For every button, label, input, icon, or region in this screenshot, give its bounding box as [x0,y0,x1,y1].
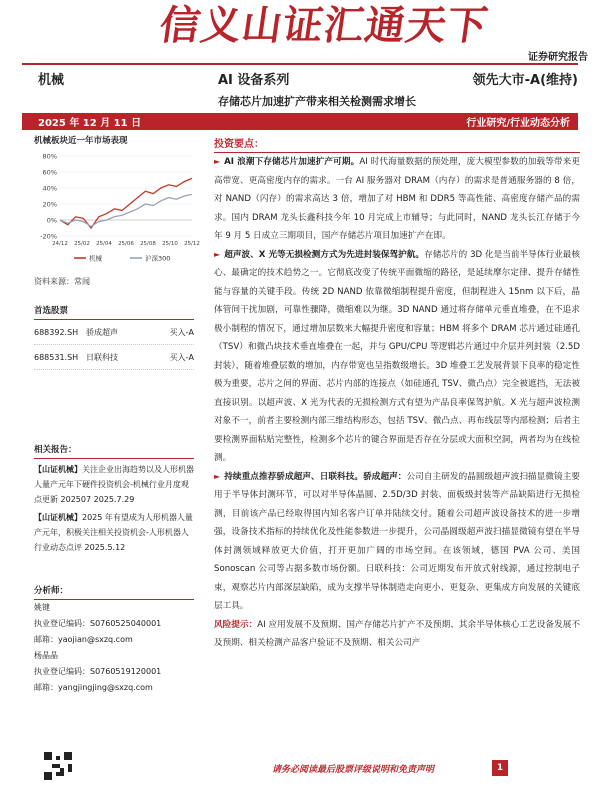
header-divider [22,63,578,65]
footer [22,756,578,780]
key-points-header: 投资要点： [214,134,580,153]
related-reports [30,440,198,555]
risk-label: 风险提示： [214,619,258,630]
analyst-name: 杨晶晶 [34,651,58,660]
key-point-text: 公司自主研发的晶圆级超声波扫描显微镜主要用于半导体封测环节，可以对半导体晶圆、2.5D/3D 封装、面板级封装等产品缺陷进行无损检测，目前该产品已经取得国内知名客户订单并陆续交付。随着公司超声波设备技术的进一步增强，设备技术指标的持续优化及性能参数进一步提升，公司晶圆级超声波扫描显微镜有望在半导体封测领域释放更大价值，打开更加广阔的市场空间。在该领域，德国 PVA 公司、美国 Sonoscan 公司等占据多数市场份额。日联科技：公司近期发布开放式射线源，通过控制电子束，观察芯片内部深层缺陷，成为支撑半导体制造走向更小、更复杂、更集成方向发展的关键底层工具。 [214,471,580,611]
x-tick-label: 25/02 [74,241,90,247]
report-tag: 【山证机械】 [34,465,82,474]
x-tick-label: 25/12 [184,241,200,247]
analyst-name: 姚键 [34,603,50,612]
disclaimer[interactable]: 请务必阅读最后股票评级说明和免责声明 [272,765,435,775]
risk-warning [214,616,580,653]
key-point-text: AI 时代海量数据的预处理，庞大模型参数的加载等带来更高带宽、更高密度内存的需求。一台 AI 服务器对 DRAM（内存）的需求是普通服务器的 8 倍，对 NAND（闪存）的需求高达 3 倍，增加了对 HBM 和 DDR5 等高性能、高密度存储产品的需求。国内 DRAM 龙头长鑫科技今年 10 月完成上市辅导；与此同时，NAND 龙头长江存储于今年 9 月 5 日成立三期项目，国产存储芯片项目加速扩产在即。 [214,157,580,241]
x-tick-label: 25/06 [118,241,134,247]
stocks-section [30,301,198,370]
key-point-text: 存储芯片的 3D 化是当前半导体行业最核心、最确定的技术趋势之一。它彻底改变了传统平面微缩的路径，是延续摩尔定律、提升存储性能与容量的关键手段。传统 2D NAND 依靠微缩制程提升密度，但制程进入 15nm 以下后，晶体管间干扰加剧，可靠性骤降，微缩难以为继。3D NAND 通过将存储单元垂直堆叠，在不追求极小制程的情况下，通过增加层数来大幅提升密度和容量；HBM 将多个 DRAM 芯片通过硅通孔（TSV）和微凸块技术垂直堆叠在一起，并与 GPU/CPU 等逻辑芯片通过中介层并列封装（2.5D 封装），随着堆叠层数的增加，内存带宽也呈指数级增长。3D 堆叠工艺发展背景下良率的稳定性极为重要，芯片之间的界面、芯片内部的连接点（如硅通孔 TSV、微凸点）完全被遮挡，无法被直接识别。以超声波、X 光为代表的无损检测方式有望为产品良率保驾护航。X 光与超声波检测对象不一，前者主要检测内部三维结构形态，包括 TSV、微凸点、再布线层等内部检测；后者主要检测界面粘贴完整性，检测多个芯片的键合界面是否存在分层或大面积空洞，两者均为在线检测。 [214,249,580,463]
key-point-lead: 持续重点推荐骄成超声、日联科技。骄成超声： [224,471,407,482]
y-tick-label: 60% [42,168,57,177]
left-sidebar [30,134,198,696]
stock-rating: 买入-A [169,352,194,362]
key-point [214,153,580,246]
key-point [214,468,580,616]
report-text: 关注企业出海趋势以及人形机器人量产元年下硬件投资机会-机械行业月度观点更新 202507 2025.7.29 [34,465,194,504]
related-report-item[interactable] [34,510,194,555]
chart-source: 资料来源：常闻 [34,277,90,286]
chart-title: 机械板块近一年市场表现 [34,136,128,146]
analyst-email[interactable]: 邮箱：yaojian@sxzq.com [34,635,133,644]
stock-code: 688392.SH [34,327,79,337]
stocks-header: 首选股票 [34,301,194,320]
analyst-header: 分析师： [34,581,194,600]
key-point-lead: AI 浪潮下存储芯片加速扩产可期。 [224,157,360,167]
x-tick-label: 25/08 [140,241,156,247]
legend-label: 机械 [89,254,102,263]
report-text: 2025 年有望成为人形机器人量产元年，积极关注相关投资机会-人形机器人行业动态点评 2025.5.12 [34,513,193,552]
series-line-csi300 [60,194,192,226]
page-title: 存储芯片加速扩产带来相关检测需求增长 [218,95,416,108]
stock-name: 骄成超声 [86,327,118,337]
y-tick-label: 20% [42,200,57,209]
analyst-cert: 执业登记编码：S0760525040001 [34,619,162,628]
y-tick-label: -20% [40,232,57,241]
report-type: 证券研究报告 [528,52,588,63]
triangle-bullet-icon: ► [214,249,221,259]
related-report-item[interactable] [34,462,194,507]
stock-rating: 买入-A [169,327,194,337]
chart-svg [30,148,198,270]
table-row [34,320,194,345]
triangle-bullet-icon: ► [214,471,221,481]
key-point [214,246,580,468]
y-tick-label: 40% [42,184,57,193]
related-header: 相关报告： [34,440,194,459]
x-tick-label: 24/12 [52,241,68,247]
market-chart [30,148,198,270]
report-tag: 【山证机械】 [34,513,82,522]
series-label: AI 设备系列 [218,73,290,88]
y-tick-label: 0% [46,216,57,225]
y-tick-label: 80% [42,152,57,161]
industry-label: 机械 [38,73,65,88]
legend-label: 沪深300 [145,254,171,263]
page-number: 1 [492,760,508,776]
x-tick-label: 25/04 [96,241,112,247]
rating-label: 领先大市-A(维持) [472,73,578,88]
analyst-cert: 执业登记编码：S0760519120001 [34,667,162,676]
table-row [34,345,194,370]
brand-logo: 信义山证汇通天下 [156,2,492,49]
stock-code: 688531.SH [34,352,79,362]
risk-text: AI 应用发展不及预期、国产存储芯片扩产不及预期、其余半导体核心工艺设备发展不及预期、相关检测产品客户验证不及预期、相关公司产 [214,619,580,648]
main-content [214,134,580,653]
triangle-bullet-icon: ► [214,157,221,166]
stock-name: 日联科技 [86,352,118,362]
x-tick-label: 25/10 [162,241,178,247]
analysts-section [30,581,198,696]
report-date: 2025 年 12 月 11 日 [38,118,142,129]
key-point-lead: 超声波、X 光等无损检测方式为先进封装保驾护航。 [224,249,425,260]
report-category: 行业研究/行业动态分析 [466,118,570,129]
analyst-email[interactable]: 邮箱：yangjingjing@sxzq.com [34,683,153,692]
